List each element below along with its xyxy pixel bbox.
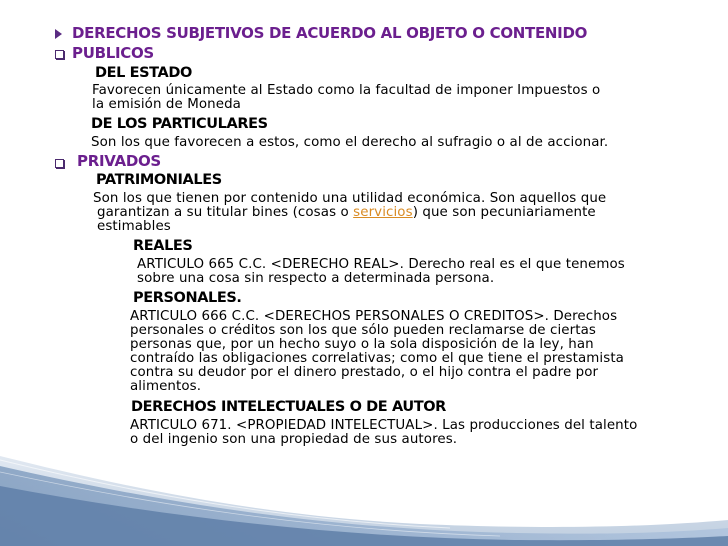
- del-estado-line-1: Favorecen únicamente al Estado como la facultad de imponer Impuestos o: [92, 83, 601, 98]
- privados-title: PRIVADOS: [77, 152, 161, 170]
- personales-line-3: personas que, por un hecho suyo o la sola disposición de la ley, han: [130, 337, 594, 352]
- patrimoniales-line-2: [97, 206, 596, 220]
- patrimoniales-line-2-a: garantizan a su titular bines (cosas o: [97, 205, 354, 220]
- del-estado-title: DEL ESTADO: [95, 65, 192, 81]
- intelectuales-line-1: ARTICULO 671. <PROPIEDAD INTELECTUAL>. Las producciones del talento: [130, 418, 638, 433]
- personales-line-6: alimentos.: [130, 379, 202, 394]
- square-bullet-icon: [55, 50, 64, 59]
- triangle-bullet-icon: [55, 29, 62, 39]
- patrimoniales-line-1: Son los que tienen por contenido una utilidad económica. Son aquellos que: [93, 191, 607, 206]
- square-bullet-icon: [55, 159, 64, 168]
- intelectuales-title: DERECHOS INTELECTUALES O DE AUTOR: [131, 399, 446, 415]
- reales-line-2: sobre una cosa sin respecto a determinada persona.: [137, 271, 495, 286]
- particulares-line-1: Son los que favorecen a estos, como el derecho al sufragio o al de accionar.: [91, 135, 609, 150]
- patrimoniales-title: PATRIMONIALES: [96, 172, 222, 188]
- particulares-title: DE LOS PARTICULARES: [91, 116, 268, 132]
- slide-heading: DERECHOS SUBJETIVOS DE ACUERDO AL OBJETO O CONTENIDO: [72, 24, 588, 42]
- reales-title: REALES: [133, 238, 193, 254]
- decorative-wave-footer: [0, 446, 728, 546]
- personales-line-2: personales o créditos son los que sólo pueden reclamarse de ciertas: [130, 323, 596, 338]
- publicos-title: PUBLICOS: [72, 44, 154, 62]
- reales-line-1: ARTICULO 665 C.C. <DERECHO REAL>. Derecho real es el que tenemos: [137, 257, 625, 272]
- servicios-link[interactable]: servicios: [353, 205, 413, 220]
- personales-line-1: ARTICULO 666 C.C. <DERECHOS PERSONALES O CREDITOS>. Derechos: [130, 309, 618, 324]
- del-estado-line-2: la emisión de Moneda: [92, 97, 241, 112]
- personales-title: PERSONALES.: [133, 290, 242, 306]
- intelectuales-line-2: o del ingenio son una propiedad de sus autores.: [130, 432, 458, 447]
- personales-line-4: contraído las obligaciones correlativas; como el que tiene el prestamista: [130, 351, 624, 366]
- patrimoniales-line-2-b: ) que son pecuniariamente: [412, 205, 596, 220]
- personales-line-5: contra su deudor por el dinero prestado, o el hijo contra el padre por: [130, 365, 599, 380]
- patrimoniales-line-3: estimables: [97, 219, 171, 234]
